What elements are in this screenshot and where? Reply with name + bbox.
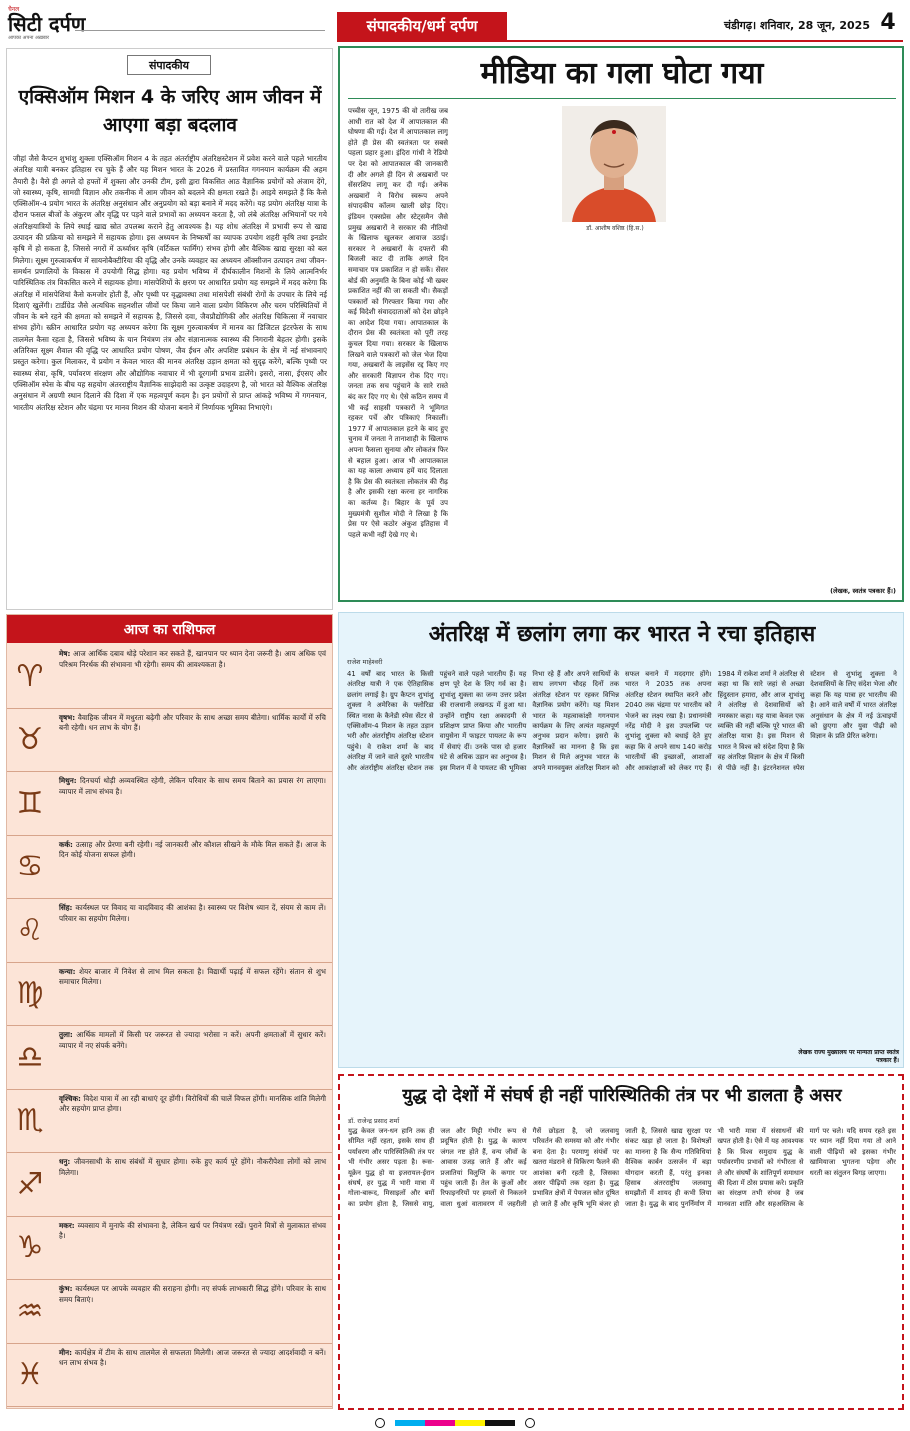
space-article: [338, 612, 904, 1068]
media-col-3: [562, 238, 668, 596]
color-bar: [395, 1420, 515, 1426]
masthead-logo: [8, 6, 86, 41]
rashi-body: उत्साह और प्रेरणा बनी रहेगी। नई जानकारी और कौशल सीखने के मौके मिल सकते हैं। आज के दिन कोई योजना सफल होगी।: [59, 839, 326, 860]
registration-mark-icon: [375, 1418, 385, 1428]
masthead-divider: [75, 30, 325, 31]
space-byline: राजेश माहेश्वरी: [347, 658, 383, 666]
rashi-sign: तुला: [59, 1030, 70, 1039]
space-body: 41 वर्षों बाद भारत के किसी अंतरिक्ष यात्री ने एक ऐतिहासिक छलांग लगाई है। ग्रुप कैप्टन शुभांशु शुक्ला ने अमेरिका के फ्लोरिडा स्थित नासा के कैनेडी स्पेस सेंटर से एक्सिऑम-4 मिशन के तहत उड़ान भरी और अंतर्राष्ट्रीय अंतरिक्ष स्टेशन पहुंचे। वे राकेश शर्मा के बाद अंतरिक्ष में जाने वाले दूसरे भारतीय और अंतर्राष्ट्रीय अंतरिक्ष स्टेशन तक पहुंचने वाले पहले भारतीय हैं। यह क्षण पूरे देश के लिए गर्व का है। शुभांशु शुक्ला का जन्म उत्तर प्रदेश की राजधानी लखनऊ में हुआ था। उन्होंने राष्ट्रीय रक्षा अकादमी से प्रशिक्षण प्राप्त किया और भारतीय वायुसेना में फाइटर पायलट के रूप में सेवाएं दीं। उनके पास दो हजार घंटे से अधिक उड़ान का अनुभव है। इस मिशन में वे पायलट की भूमिका निभा रहे हैं और अपने साथियों के साथ लगभग चौदह दिनों तक अंतरिक्ष स्टेशन पर रहकर विभिन्न वैज्ञानिक प्रयोग करेंगे। यह मिशन भारत के महत्वाकांक्षी गगनयान कार्यक्रम के लिए अत्यंत महत्वपूर्ण अनुभव प्रदान करेगा। इसरो के वैज्ञानिकों का मानना है कि इस मिशन से मिले अनुभव भारत के अपने मानवयुक्त अंतरिक्ष मिशन को सफल बनाने में मददगार होंगे। भारत ने 2035 तक अपना अंतरिक्ष स्टेशन स्थापित करने और 2040 तक चंद्रमा पर भारतीय को भेजने का लक्ष्य रखा है। प्रधानमंत्री नरेंद्र मोदी ने इस उपलब्धि पर शुभांशु शुक्ला को बधाई देते हुए कहा कि वे अपने साथ 140 करोड़ भारतीयों की इच्छाओं, आशाओं और आकांक्षाओं को लेकर गए हैं। 1984 में राकेश शर्मा ने अंतरिक्ष से कहा था कि सारे जहां से अच्छा हिंदुस्तान हमारा, और आज शुभांशु ने अंतरिक्ष से देशवासियों को नमस्कार कहा। यह यात्रा केवल एक व्यक्ति की नहीं बल्कि पूरे भारत की अंतरिक्ष यात्रा है। इस मिशन से भारत ने विश्व को संदेश दिया है कि वह अंतरिक्ष विज्ञान के क्षेत्र में किसी से पीछे नहीं है। इंटरनेशनल स्पेस स्टेशन से शुभांशु शुक्ला ने देशवासियों के लिए संदेश भेजा और कहा कि यह यात्रा हर भारतीय की है। आने वाले वर्षों में भारत अंतरिक्ष अनुसंधान के क्षेत्र में नई ऊंचाइयों को छुएगा और युवा पीढ़ी को विज्ञान के प्रति प्रेरित करेगा।: [347, 670, 897, 772]
zodiac-6-icon: ♍: [16, 976, 44, 1012]
rashi-body: आर्थिक मामलों में किसी पर जरूरत से ज्यादा भरोसा न करें। अपनी क्षमताओं में सुधार करें। व्यापार में नए संपर्क बनेंगे।: [59, 1030, 326, 1050]
zodiac-4-icon: ♋: [16, 849, 44, 885]
rashi-text: [53, 1217, 332, 1280]
zodiac-11-icon: ♒: [16, 1293, 44, 1329]
rashi-row: [7, 1344, 332, 1408]
rashi-sep: :: [67, 649, 74, 658]
rashi-sign: मीन: [59, 1347, 70, 1357]
rashi-text: [53, 1344, 332, 1407]
rashi-text: [53, 772, 332, 835]
section-title: संपादकीय/धर्म दर्पण: [366, 17, 478, 35]
zodiac-1-icon: ♈: [16, 658, 44, 694]
rashi-sign: वृश्चिक: [59, 1093, 78, 1103]
rashi-row: [7, 772, 332, 836]
rashi-sep: :: [72, 966, 80, 976]
media-article: [338, 46, 904, 602]
rashifal-list: [7, 645, 332, 1407]
editorial-headline: एक्सिऑम मिशन 4 के जरिए आम जीवन में आएगा बड़ा बदलाव: [18, 86, 322, 136]
rashi-sign: मकर: [59, 1220, 72, 1230]
rashifal-title: आज का राशिफल: [123, 621, 216, 638]
rashi-text: [53, 1153, 332, 1216]
zodiac-10-icon: ♑: [16, 1230, 44, 1266]
rashi-row: [7, 709, 332, 773]
rashi-body: वैवाहिक जीवन में मधुरता बढ़ेगी और परिवार के साथ अच्छा समय बीतेगा। धार्मिक कार्यों में रुचि बनी रहेगी। धन लाभ के योग हैं।: [59, 712, 326, 733]
rashi-text: [53, 899, 332, 962]
rashifal-section: [6, 614, 333, 1409]
rashi-row: [7, 1217, 332, 1281]
rashi-sep: :: [71, 1220, 78, 1230]
war-headline: युद्ध दो देशों में संघर्ष ही नहीं पारिस्थितिकी तंत्र पर भी डालता है असर: [402, 1086, 842, 1106]
editorial-section: [6, 48, 333, 610]
author-photo: [562, 106, 666, 222]
rashi-text: [53, 836, 332, 899]
space-headline: अंतरिक्ष में छलांग लगा कर भारत ने रचा इतिहास: [428, 622, 816, 647]
media-col-1: [348, 106, 448, 596]
media-col-5: [786, 106, 896, 584]
rashi-sign: कन्या: [59, 966, 73, 976]
rashi-sep: :: [72, 712, 78, 722]
war-byline: डॉ. राजेन्द्र प्रसाद शर्मा: [348, 1117, 400, 1125]
media-col-4: [674, 106, 780, 596]
rashi-row: [7, 1153, 332, 1217]
page-number: 4: [880, 10, 896, 35]
media-body-a: पच्चीस जून, 1975 की वो तारीख जब आधी रात को देश में आपातकाल की घोषणा की गई। देश में आपातकाल लागू होते ही प्रेस की स्वतंत्रता पर सबसे पहला प्रहार हुआ। इंदिरा गांधी ने रेडियो पर देश को आपातकाल की जानकारी दी और अगले ही दिन से अखबारों पर सेंसरशिप लागू कर दी गई। अनेक अखबारों ने विरोध स्वरूप अपने संपादकीय कॉलम खाली छोड़ दिए। इंडियन एक्सप्रेस और स्टेट्समैन जैसे प्रमुख अखबारों ने सरकार की नीतियों के खिलाफ खुलकर आवाज उठाई। सरकार ने अखबारों के दफ्तरों की बिजली काट दी ताकि अगले दिन समाचार पत्र प्रकाशित न हो सकें। सेंसर बोर्ड की अनुमति के बिना कोई भी खबर प्रकाशित नहीं की जा सकती थी। सैकड़ों पत्रकारों को गिरफ्तार किया गया और कई विदेशी संवाददाताओं को देश छोड़ने का आदेश दिया गया। आपातकाल के दौरान प्रेस की स्वतंत्रता को पूरी तरह कुचल दिया गया। सरकार के खिलाफ लिखने वाले पत्रकारों को जेल भेज दिया गया, अखबारों के लाइसेंस रद्द किए गए और सरकारी विज्ञापन रोक दिए गए। जनता तक सच पहुंचाने के सारे रास्ते बंद कर दिए गए थे। ऐसे कठिन समय में भी कई साहसी पत्रकारों ने भूमिगत रहकर पर्चे और पत्रिकाएं निकालीं। 1977 में आपातकाल हटने के बाद हुए चुनाव में जनता ने तानाशाही के खिलाफ अपना फैसला सुनाया और लोकतंत्र फिर से बहाल हुआ। आज भी आपातकाल का यह काला अध्याय हमें याद दिलाता है कि प्रेस की स्वतंत्रता लोकतंत्र की रीढ़ है और इसकी रक्षा करना हर नागरिक का कर्तव्य है। बिहार के पूर्व उप मुख्यमंत्री सुशील मोदी ने लिखा है कि प्रेस पर ऐसे कठोर अंकुश इतिहास में पहले कभी नहीं देखे गए थे।: [348, 107, 448, 539]
rashi-body: जीवनसाथी के साथ संबंधों में सुधार होगा। रुके हुए कार्य पूरे होंगे। नौकरीपेशा लोगों को लाभ मिलेगा।: [59, 1157, 326, 1177]
rashi-row: [7, 899, 332, 963]
rashi-sign: मिथुन: [59, 776, 74, 785]
top-margin: [0, 0, 910, 8]
rashi-sign: कुंभ: [59, 1284, 70, 1293]
rashi-text: [53, 709, 332, 772]
rashi-row: [7, 1026, 332, 1090]
rashi-row: [7, 645, 332, 709]
rashi-sign: धनु: [59, 1157, 68, 1166]
media-col-2: [454, 106, 556, 596]
rashi-sign: कर्क: [59, 839, 71, 849]
media-headline: मीडिया का गला घोटा गया: [480, 56, 764, 91]
rashi-text: [53, 1090, 332, 1153]
editorial-label-text: संपादकीय: [148, 58, 190, 72]
rashi-sep: :: [69, 1347, 75, 1357]
zodiac-5-icon: ♌: [16, 912, 44, 948]
rashi-sep: :: [67, 1157, 74, 1166]
rashi-body: आज आर्थिक दबाव थोड़े परेशान कर सकते हैं, खानपान पर ध्यान देना जरूरी है। आय अधिक एवं परिश्रम निरर्थक की संभावना भी रहेगी। समय की आवश्यकता है।: [59, 649, 326, 669]
war-article: [338, 1074, 904, 1410]
rashi-text: [53, 963, 332, 1026]
rashi-row: [7, 1090, 332, 1154]
editorial-body: जीहां जैसे कैप्टन शुभांशु शुक्ला एक्सिऑम मिशन 4 के तहत अंतर्राष्ट्रीय अंतरिक्षस्टेशन में प्रवेश करने वाले पहले भारतीय अंतरिक्ष यात्री बनकर इतिहास रच चुके हैं और यह मिशन भारत के 2026 में प्रस्तावित गगनयान कार्यक्रम की अहम तैयारी है। वैसे ही अगले दो हफ्तों में शुक्ला और उनकी टीम, इसी द्वारा विकसित आठ वैज्ञानिक प्रयोगों को अंजाम देंगे, जो स्वास्थ्य, कृषि, सामग्री विज्ञान और तकनीक में आम जीवन को बदलने की क्षमता रखते हैं। आइये समझते हैं कि कैसे एक्सिऑम-4 प्रयोग भारत के अंतरिक्ष अनुसंधान और अनुप्रयोग को बड़ा बनाने में मदद करेंगे। यह प्रयोग अंतरिक्ष यात्रा के दौरान फसल बीजों के अंकुरण और वृद्धि पर पड़ने वाले प्रभावों का अध्ययन करता है, जो लंबे अंतरिक्ष अभियानों पर गये अंतरिक्षयात्रियों के लिये स्थाई खाद्य स्रोत उपलब्ध कराने हेतु आवश्यक है। यह शोध अंतरिक्ष में प्रभावी रूप से खाद्य उत्पादन की प्रक्रिया को समझने में सहायक होगा। इस अध्ययन के निष्कर्षों का व्यापक उपयोग शहरी कृषि तथा इनडोर कृषि में हो सकता है, जिससे नगरों में ऊर्ध्वाधर कृषि (वर्टिकल फार्मिंग) संभव होगी और वैश्विक खाद्य सुरक्षा को बल मिलेगा। सूक्ष्म गुरुत्वाकर्षण में सायनोबैक्टीरिया की वृद्धि और उनके व्यवहार का अध्ययन ऑक्सीजन उत्पादन तथा जीवन-समर्थन प्रणालियों के विकास में उपयोगी सिद्ध होगा। यह प्रयोग भविष्य में दीर्घकालीन मिशनों के लिये आत्मनिर्भर पारिस्थितिक तंत्र विकसित करने में सहायक होगा। मांसपेशियों के क्षरण पर आधारित प्रयोग यह समझने में मदद करेगा कि अंतरिक्ष में मांसपेशियां कैसे कमजोर होती हैं, और पृथ्वी पर वृद्धावस्था तथा मांसपेशी संबंधी रोगों के उपचार के लिये नई दिशाएं खुलेंगी। टार्डीग्रेड जैसे अत्यधिक सहनशील जीवों पर किया जाने वाला प्रयोग विकिरण और चरम परिस्थितियों में जीवन के बने रहने की क्षमता को समझने में सहायक है, जिससे दवा, जैवप्रौद्योगिकी और अंतरिक्ष चिकित्सा में नवाचार संभव होंगे। स्क्रीन आधारित प्रयोग यह अध्ययन करेगा कि सूक्ष्म गुरुत्वाकर्षण में मानव का डिजिटल इंटरफेस के साथ तालमेल कैसा रहता है, जिससे भविष्य के यान नियंत्रण तंत्र और संज्ञानात्मक स्वास्थ्य की निगरानी बेहतर होगी। इसके अतिरिक्त सूक्ष्म शैवाल की वृद्धि पर आधारित प्रयोग पोषण, जैव ईंधन और अपशिष्ट प्रबंधन के क्षेत्र में नई संभावनाएं प्रस्तुत करेगा। कुल मिलाकर, ये प्रयोग न केवल भारत की मानव अंतरिक्ष उड़ान क्षमता को सुदृढ़ करेंगे, बल्कि पृथ्वी पर स्वास्थ्य सेवा, कृषि, पर्यावरण संरक्षण और औद्योगिक नवाचार में भी दूरगामी प्रभाव डालेंगे। इसरो, नासा, ईएसए और एक्सिऑम स्पेस के बीच यह सहयोग अंतरराष्ट्रीय वैज्ञानिक साझेदारी का उत्कृष्ट उदाहरण है, जो भारत को वैश्विक अंतरिक्ष अनुसंधान में अग्रणी स्थान दिलाने की दिशा में एक महत्वपूर्ण कदम है। इन प्रयोगों से प्राप्त आंकड़े भविष्य में गगनयान, भारतीय अंतरिक्ष स्टेशन और चंद्रमा पर मानव मिशन की योजना बनाने में निर्णायक भूमिका निभाएंगे।: [13, 154, 327, 412]
editorial-label: [127, 55, 211, 75]
rashi-body: विदेश यात्रा में आ रही बाधाएं दूर होंगी। विरोधियों की चालें विफल होंगी। मानसिक शांति मिलेगी और सहयोग प्राप्त होगा।: [59, 1093, 326, 1114]
date-line: चंडीगढ़। शनिवार, 28 जून, 2025: [723, 19, 870, 32]
rashi-sep: :: [78, 1093, 84, 1103]
media-endnote: (लेखक, स्वतंत्र पत्रकार हैं।): [830, 587, 896, 595]
rashi-sep: :: [69, 1030, 77, 1039]
rashi-sign: वृषभ: [59, 712, 73, 722]
rashi-sep: :: [73, 776, 80, 785]
rashi-sign: मेष: [59, 649, 68, 658]
masthead-tagline: आपका अपना अख़बार: [8, 35, 50, 41]
rashi-sign: सिंह: [59, 903, 70, 912]
rashi-text: [53, 645, 332, 708]
zodiac-2-icon: ♉: [16, 722, 44, 758]
rashi-row: [7, 963, 332, 1027]
rashi-body: कार्यस्थल पर विवाद या वादविवाद की आशंका है। स्वास्थ्य पर विशेष ध्यान दें, संयम से काम लें। परिवार का सहयोग मिलेगा।: [59, 903, 326, 923]
zodiac-8-icon: ♏: [16, 1103, 44, 1139]
masthead-line: [337, 40, 903, 42]
author-portrait-icon: [562, 106, 666, 222]
war-body: युद्ध केवल जन-धन हानि तक ही सीमित नहीं रहता, इसके साथ ही पर्यावरण और पारिस्थितिकी तंत्र पर भी गंभीर असर पड़ता है। रूस-यूक्रेन युद्ध हो या इजरायल-ईरान संघर्ष, हर युद्ध में भारी मात्रा में गोला-बारूद, मिसाइलों और बमों का प्रयोग होता है, जिससे वायु, जल और मिट्टी गंभीर रूप से प्रदूषित होती है। युद्ध के कारण जंगल नष्ट होते हैं, वन्य जीवों के आवास उजड़ जाते हैं और कई प्रजातियां विलुप्ति के कगार पर पहुंच जाती हैं। तेल के कुओं और रिफाइनरियों पर हमलों से निकलने वाला धुआं वातावरण में जहरीली गैसें छोड़ता है, जो जलवायु परिवर्तन की समस्या को और गंभीर बना देता है। परमाणु संयंत्रों पर खतरा मंडराने से विकिरण फैलने की आशंका बनी रहती है, जिसका असर पीढ़ियों तक रहता है। युद्ध प्रभावित क्षेत्रों में पेयजल स्रोत दूषित हो जाते हैं और कृषि भूमि बंजर हो जाती है, जिससे खाद्य सुरक्षा पर संकट खड़ा हो जाता है। विशेषज्ञों का मानना है कि सैन्य गतिविधियां वैश्विक कार्बन उत्सर्जन में बड़ा योगदान करती हैं, परंतु इनका हिसाब अंतरराष्ट्रीय जलवायु समझौतों में शायद ही कभी लिया जाता है। युद्ध के बाद पुनर्निर्माण में भी भारी मात्रा में संसाधनों की खपत होती है। ऐसे में यह आवश्यक है कि विश्व समुदाय युद्ध के पर्यावरणीय प्रभावों को गंभीरता से ले और संघर्षों के शांतिपूर्ण समाधान की दिशा में ठोस प्रयास करे। प्रकृति का संरक्षण तभी संभव है जब मानवता शांति और सहअस्तित्व के मार्ग पर चले। यदि समय रहते इस पर ध्यान नहीं दिया गया तो आने वाली पीढ़ियों को इसका गंभीर खामियाजा भुगतना पड़ेगा और धरती का संतुलन बिगड़ जाएगा।: [348, 1127, 896, 1208]
space-endnote: लेखक राज्य मुख्यालय पर मान्यता प्राप्त स्वतंत्र पत्रकार हैं।: [798, 1049, 899, 1064]
footer-bar: [0, 1414, 910, 1431]
rashi-body: कार्यस्थल पर आपके व्यवहार की सराहना होगी। नए संपर्क लाभकारी सिद्ध होंगे। परिवार के साथ समय बिताएं।: [59, 1284, 326, 1304]
section-banner: [337, 12, 507, 40]
media-byline: डॉ. आशीष वशिष्ठ (हि.स.): [586, 225, 644, 232]
masthead-small: चैनल: [8, 6, 20, 13]
zodiac-9-icon: ♐: [16, 1166, 44, 1202]
rashi-text: [53, 1026, 332, 1089]
rashi-body: व्यवसाय में मुनाफे की संभावना है, लेकिन खर्च पर नियंत्रण रखें। पुराने मित्रों से मुलाकात संभव है।: [59, 1220, 326, 1241]
rashi-body: दिनचर्या थोड़ी अव्यवस्थित रहेगी, लेकिन परिवार के साथ समय बिताने का प्रयास रंग लाएगा। व्यापार में लाभ संभव है।: [59, 776, 326, 796]
zodiac-7-icon: ♎: [16, 1039, 44, 1075]
masthead-title: सिटी दर्पण: [8, 12, 86, 36]
rashi-sep: :: [69, 1284, 76, 1293]
rashi-row: [7, 836, 332, 900]
rashi-sep: :: [69, 903, 76, 912]
rashifal-header: [7, 615, 332, 643]
rashi-body: शेयर बाजार में निवेश से लाभ मिल सकता है। विद्यार्थी पढ़ाई में सफल रहेंगे। संतान से शुभ समाचार मिलेगा।: [59, 966, 326, 987]
rashi-text: [53, 1280, 332, 1343]
rashi-row: [7, 1280, 332, 1344]
rashi-sep: :: [70, 839, 76, 849]
zodiac-3-icon: ♊: [16, 785, 44, 821]
zodiac-12-icon: ♓: [16, 1357, 44, 1393]
registration-mark-icon: [525, 1418, 535, 1428]
rashi-body: कार्यक्षेत्र में टीम के साथ तालमेल से सफलता मिलेगी। आज जरूरत से ज्यादा आदर्शवादी न बनें। धन लाभ संभव है।: [59, 1347, 326, 1368]
media-headline-rule: [348, 98, 896, 99]
